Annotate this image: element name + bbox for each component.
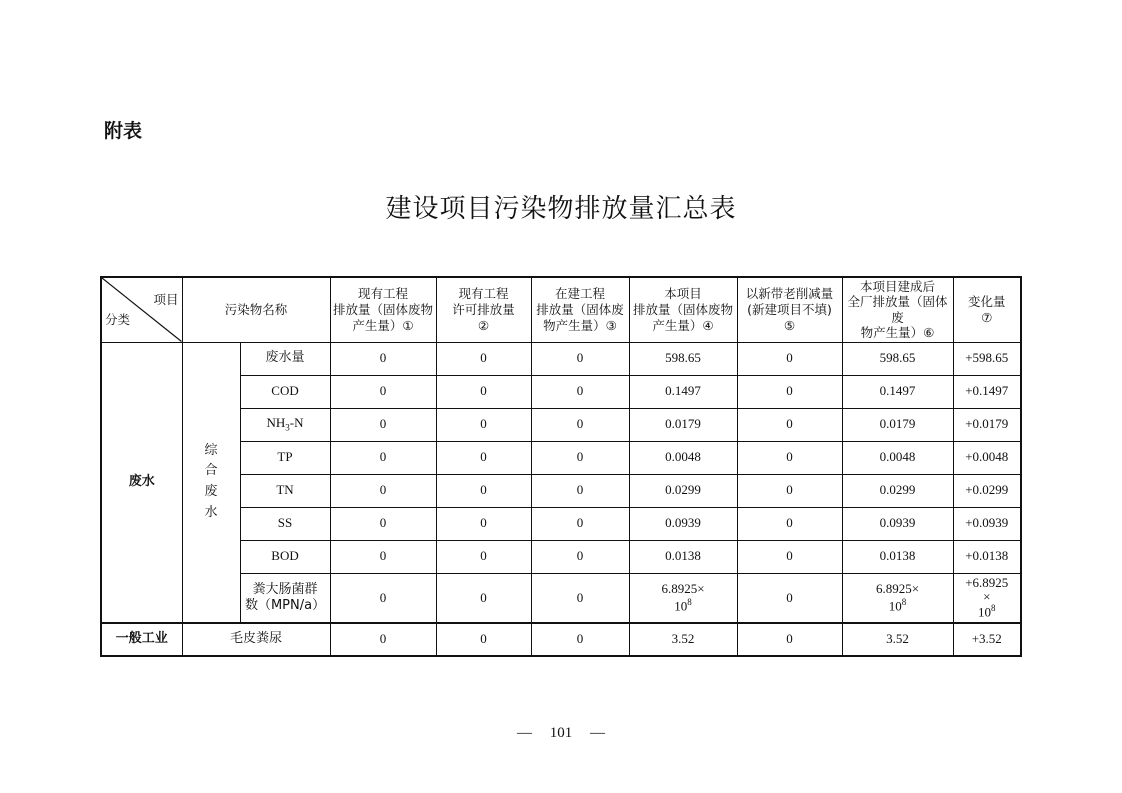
category-wastewater: 废水 [101, 342, 182, 623]
value-line [843, 597, 953, 615]
pollutant-name-line: 数（MPN/a） [244, 597, 326, 613]
value-cell: 0 [436, 540, 531, 573]
value-cell: +0.0138 [953, 540, 1021, 573]
header-line: 在建工程 [555, 286, 606, 302]
header-line: 排放量（固体废物 [633, 301, 734, 317]
value-line [954, 604, 1021, 620]
header-line: 产生量）① [352, 317, 414, 333]
value-cell: 0 [737, 507, 842, 540]
header-plant-total [842, 277, 953, 342]
header-line: 许可排放量 [452, 301, 515, 317]
value-cell: 0 [436, 573, 531, 623]
value-cell: 0 [330, 623, 436, 656]
page-footer [0, 725, 1122, 742]
header-offset-reduction [737, 277, 842, 342]
value-cell [629, 573, 737, 623]
value-cell: 0.0138 [842, 540, 953, 573]
header-pollutant-name: 污染物名称 [182, 277, 330, 342]
value-cell: 0 [436, 507, 531, 540]
value-cell: +598.65 [953, 342, 1021, 375]
pollutant-name: 毛皮粪尿 [182, 623, 330, 656]
header-existing-permit [436, 277, 531, 342]
value-cell: 0 [737, 408, 842, 441]
power-exponent: 8 [901, 597, 907, 608]
value-cell: 0 [330, 441, 436, 474]
corner-header-cell [101, 277, 182, 342]
value-cell: 598.65 [629, 342, 737, 375]
power-base: 10 [674, 598, 688, 614]
power-base: 10 [888, 598, 902, 614]
value-line: 6.8925× [875, 580, 920, 596]
value-cell: 0 [531, 342, 629, 375]
emission-summary-table [100, 276, 1022, 657]
value-line: +6.8925 [965, 574, 1009, 590]
value-cell: 0 [531, 474, 629, 507]
pollutant-name-line: 粪大肠菌群 [252, 581, 318, 597]
value-cell: +0.0299 [953, 474, 1021, 507]
header-line: 物产生量）③ [543, 317, 617, 333]
value-cell: 0 [436, 441, 531, 474]
value-cell: 0.1497 [629, 375, 737, 408]
value-line [630, 597, 737, 615]
value-cell: 0 [436, 474, 531, 507]
value-cell: 0.0939 [842, 507, 953, 540]
subcategory-char: 合 [204, 463, 218, 479]
value-cell: +0.1497 [953, 375, 1021, 408]
header-line: 本项目 [664, 286, 702, 302]
pollutant-name-subscript: 3 [285, 422, 290, 433]
header-line: ⑤ [783, 317, 796, 333]
value-cell: +0.0939 [953, 507, 1021, 540]
value-cell: 0 [436, 623, 531, 656]
value-cell: +0.0179 [953, 408, 1021, 441]
value-cell: 0.0179 [842, 408, 953, 441]
power-exponent: 8 [991, 603, 996, 614]
value-cell: 0 [436, 342, 531, 375]
value-cell: 0 [330, 540, 436, 573]
header-this-project [629, 277, 737, 342]
pollutant-name [240, 573, 330, 623]
subcategory-char: 综 [204, 442, 218, 458]
header-line: 本项目建成后 [860, 278, 936, 294]
table-row [101, 342, 1021, 375]
value-cell: 0 [330, 408, 436, 441]
header-line: 产生量）④ [652, 317, 714, 333]
pollutant-name: SS [240, 507, 330, 540]
value-cell: 598.65 [842, 342, 953, 375]
value-cell: 3.52 [629, 623, 737, 656]
header-line: 物产生量）⑥ [860, 325, 935, 341]
value-cell: 0 [531, 441, 629, 474]
value-cell: 0 [330, 342, 436, 375]
value-cell: 0.0138 [629, 540, 737, 573]
power-base: 10 [978, 604, 992, 620]
header-line: 现有工程 [358, 286, 409, 302]
value-cell [842, 573, 953, 623]
value-cell: 0 [531, 375, 629, 408]
pollutant-name: 废水量 [240, 342, 330, 375]
subcategory-char: 水 [204, 505, 218, 521]
pollutant-name: BOD [240, 540, 330, 573]
value-cell: 0 [330, 573, 436, 623]
footer-dash-left: — [517, 725, 532, 741]
value-cell: 0 [531, 507, 629, 540]
value-cell: 0 [737, 540, 842, 573]
header-under-construction [531, 277, 629, 342]
value-cell: 0 [737, 441, 842, 474]
value-cell [953, 573, 1021, 623]
subcategory-combined-wastewater [182, 342, 240, 623]
pollutant-name [240, 408, 330, 441]
corner-label-category: 分类 [105, 311, 131, 327]
value-cell: 0 [436, 375, 531, 408]
header-row [101, 277, 1021, 342]
appendix-label: 附表 [104, 120, 143, 142]
pollutant-name-tail: -N [289, 415, 304, 431]
header-line: 排放量（固体废物 [333, 301, 434, 317]
header-line: ⑦ [981, 309, 993, 325]
value-cell: 0 [531, 540, 629, 573]
pollutant-name-main: NH [266, 415, 286, 431]
value-cell: 0 [330, 474, 436, 507]
pollutant-name: TN [240, 474, 330, 507]
pollutant-name: TP [240, 441, 330, 474]
value-cell: +3.52 [953, 623, 1021, 656]
header-existing-emission [330, 277, 436, 342]
header-line: 排放量（固体废 [536, 301, 624, 317]
value-cell: 0.0048 [629, 441, 737, 474]
header-line: (新建项目不填) [747, 301, 832, 317]
header-line: 以新带老削减量 [745, 286, 834, 302]
document-title: 建设项目污染物排放量汇总表 [385, 194, 737, 224]
pollutant-name: COD [240, 375, 330, 408]
category-industrial: 一般工业 [101, 623, 182, 656]
header-line: 现有工程 [458, 286, 509, 302]
value-cell: 0.1497 [842, 375, 953, 408]
subcategory-char: 废 [204, 484, 218, 500]
value-cell: 0 [737, 375, 842, 408]
value-cell: 3.52 [842, 623, 953, 656]
value-cell: 0 [737, 342, 842, 375]
header-change [953, 277, 1021, 342]
power-exponent: 8 [687, 597, 692, 608]
header-line: 变化量 [968, 294, 1006, 310]
value-cell: 0 [737, 623, 842, 656]
value-cell: 0.0179 [629, 408, 737, 441]
value-cell: 0 [737, 474, 842, 507]
value-line: × [983, 588, 991, 604]
value-cell: 0 [531, 408, 629, 441]
value-cell: 0.0299 [842, 474, 953, 507]
value-cell: 0 [737, 573, 842, 623]
value-cell: 0 [330, 507, 436, 540]
value-cell: +0.0048 [953, 441, 1021, 474]
value-cell: 0 [531, 573, 629, 623]
value-cell: 0.0939 [629, 507, 737, 540]
value-line: 6.8925× [661, 580, 705, 596]
value-cell: 0 [531, 623, 629, 656]
value-cell: 0 [330, 375, 436, 408]
value-cell: 0.0048 [842, 441, 953, 474]
value-cell: 0.0299 [629, 474, 737, 507]
corner-label-project: 项目 [153, 292, 179, 307]
header-line: 全厂排放量（固体废 [847, 294, 948, 325]
value-cell: 0 [436, 408, 531, 441]
table-row-industrial [101, 623, 1021, 656]
footer-dash-right: — [590, 725, 605, 741]
header-line: ② [477, 317, 490, 333]
page-number: 101 [549, 725, 573, 741]
